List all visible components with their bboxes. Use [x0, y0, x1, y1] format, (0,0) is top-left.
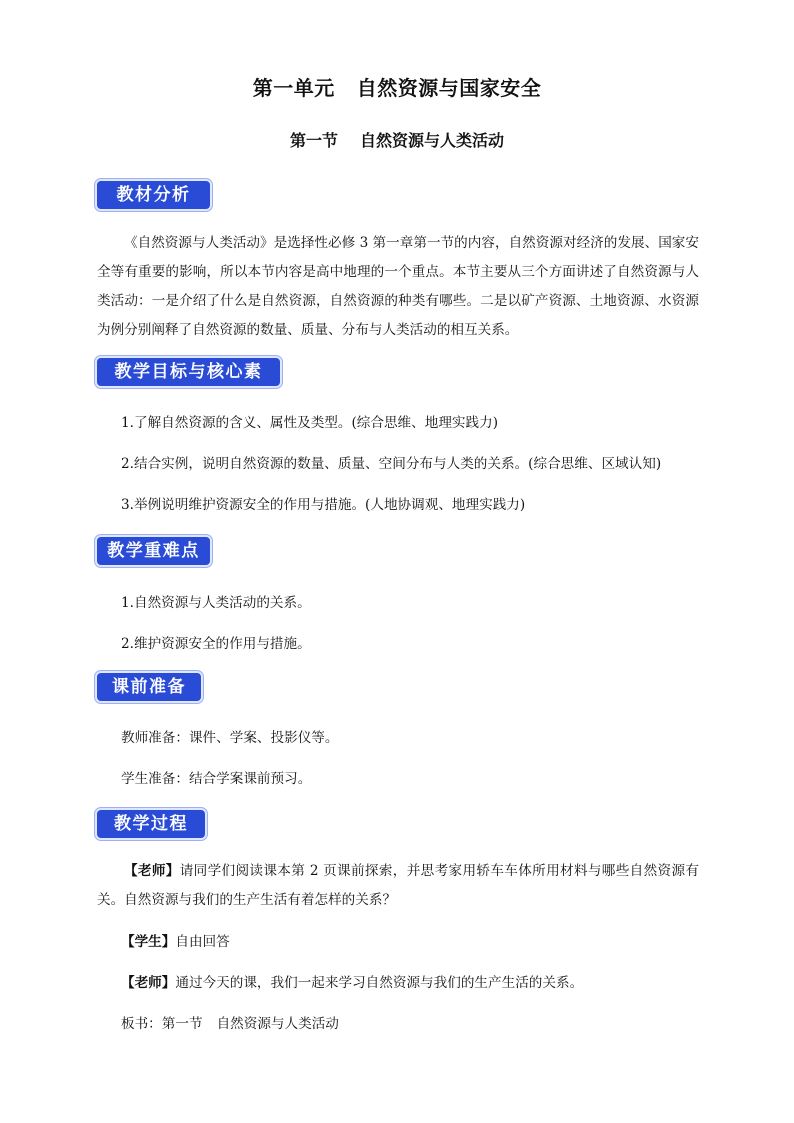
teacher-role-label-2: 【老师】 — [121, 975, 176, 991]
objective-item-2: 2.结合实例，说明自然资源的数量、质量、空间分布与人类的关系。(综合思维、区域认知) — [121, 456, 662, 472]
objective-item-3: 3.举例说明维护资源安全的作用与措施。(人地协调观、地理实践力) — [121, 497, 526, 513]
student-preparation: 学生准备：结合学案课前预习。 — [121, 771, 312, 787]
section-number: 第一节 — [289, 131, 338, 150]
unit-title — [0, 72, 794, 101]
board-label: 板书：第一节 — [121, 1016, 203, 1032]
student-line: 自由回答 — [175, 934, 230, 950]
key-point-item-2: 2.维护资源安全的作用与措施。 — [121, 636, 311, 652]
textbook-analysis-paragraph: 《自然资源与人类活动》是选择性必修 3 第一章第一节的内容，自然资源对经济的发展、国家安全等有重要的影响，所以本节内容是高中地理的一个重点。本节主要从三个方面讲述了自然资源与人类活动：一是介绍了什么是自然资源，自然资源的种类有哪些。二是以矿产资源、土地资源、水资源为例分别阐释了自然资源的数量、质量、分布与人类活动的相互关系。 — [97, 235, 699, 338]
process-teacher-paragraph-1 — [97, 857, 699, 915]
unit-number: 第一单元 — [252, 76, 335, 100]
key-points-heading: 教学重难点 — [97, 537, 210, 565]
unit-name: 自然资源与国家安全 — [356, 76, 542, 100]
process-student-line — [121, 930, 230, 950]
board-writing-line — [121, 1012, 339, 1032]
objective-item-1: 1.了解自然资源的含义、属性及类型。(综合思维、地理实践力) — [121, 415, 499, 431]
process-heading: 教学过程 — [97, 810, 205, 838]
process-teacher-line-2 — [121, 971, 583, 991]
preparation-heading: 课前准备 — [97, 673, 201, 701]
key-point-item-1: 1.自然资源与人类活动的关系。 — [121, 595, 311, 611]
teacher-line-1: 请同学们阅读课本第 2 页课前探索，并思考家用轿车车体所用材料与哪些自然资源有关。自然资源与我们的生产生活有着怎样的关系？ — [97, 863, 700, 908]
teacher-role-label: 【老师】 — [124, 863, 180, 879]
section-name: 自然资源与人类活动 — [360, 131, 505, 150]
teacher-line-2: 通过今天的课，我们一起来学习自然资源与我们的生产生活的关系。 — [175, 975, 584, 991]
objectives-heading: 教学目标与核心素养 — [97, 358, 280, 386]
student-role-label: 【学生】 — [121, 934, 176, 950]
board-title: 自然资源与人类活动 — [216, 1016, 339, 1032]
section-title — [0, 128, 794, 151]
teacher-preparation: 教师准备：课件、学案、投影仪等。 — [121, 730, 339, 746]
textbook-analysis-heading: 教材分析 — [97, 181, 210, 209]
